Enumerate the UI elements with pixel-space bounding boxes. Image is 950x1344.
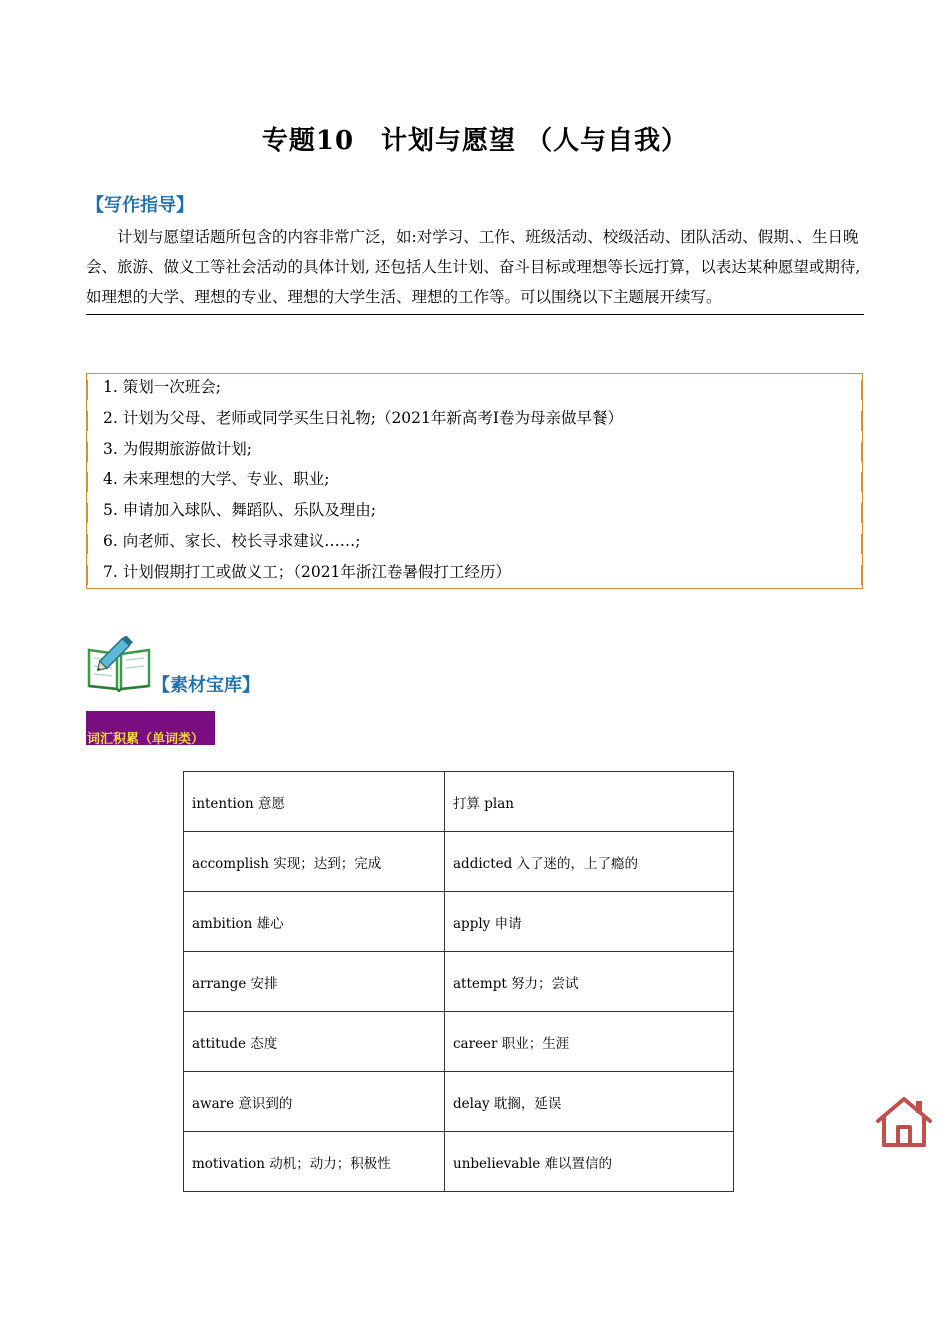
table-row xyxy=(184,1132,734,1192)
table-cell: motivation 动机；动力；积极性 xyxy=(184,1132,445,1192)
table-row xyxy=(184,952,734,1012)
topic-item: 5. 申请加入球队、舞蹈队、乐队及理由; xyxy=(87,497,862,528)
topic-item: 4. 未来理想的大学、专业、职业; xyxy=(87,466,862,497)
table-cell: attempt 努力；尝试 xyxy=(445,952,734,1012)
writing-guide-text: 计划与愿望话题所包含的内容非常广泛，如:对学习、工作、班级活动、校级活动、团队活动、假期、、生日晚会、旅游、做义工等社会活动的具体计划, 还包括人生计划、奋斗目标或理想等长远打算，以表达某种愿望或期待, 如理想的大学、理想的专业、理想的大学生活、理想的工作等。可以围绕以下主题展开续写。 xyxy=(86,222,864,315)
table-cell: delay 耽搁，延误 xyxy=(445,1072,734,1132)
writing-guide-heading: 【写作指导】 xyxy=(86,195,194,216)
table-row xyxy=(184,772,734,832)
table-cell: attitude 态度 xyxy=(184,1012,445,1072)
table-cell: ambition 雄心 xyxy=(184,892,445,952)
material-heading: 【素材宝库】 xyxy=(152,675,260,696)
home-icon[interactable] xyxy=(874,1095,934,1149)
table-row xyxy=(184,1012,734,1072)
table-cell: unbelievable 难以置信的 xyxy=(445,1132,734,1192)
table-cell: arrange 安排 xyxy=(184,952,445,1012)
topic-item: 6. 向老师、家长、校长寻求建议……; xyxy=(87,528,862,559)
table-cell: aware 意识到的 xyxy=(184,1072,445,1132)
table-cell: 打算 plan xyxy=(445,772,734,832)
vocab-section-label: 词汇积累（单词类） xyxy=(86,711,215,745)
topic-item: 7. 计划假期打工或做义工；（2021年浙江卷暑假打工经历） xyxy=(87,559,862,590)
table-row xyxy=(184,1072,734,1132)
table-cell: career 职业；生涯 xyxy=(445,1012,734,1072)
table-cell: accomplish 实现；达到；完成 xyxy=(184,832,445,892)
topic-item: 2. 计划为父母、老师或同学买生日礼物;（2021年新高考I卷为母亲做早餐） xyxy=(87,405,862,436)
table-cell: intention 意愿 xyxy=(184,772,445,832)
topic-item: 1. 策划一次班会; xyxy=(87,374,862,405)
topic-item: 3. 为假期旅游做计划; xyxy=(87,436,862,467)
table-row xyxy=(184,832,734,892)
topic-list xyxy=(86,373,863,589)
table-row xyxy=(184,892,734,952)
book-pencil-icon xyxy=(86,636,152,692)
page-title: 专题10 计划与愿望 （人与自我） xyxy=(261,126,689,156)
table-cell: apply 申请 xyxy=(445,892,734,952)
table-cell: addicted 入了迷的，上了瘾的 xyxy=(445,832,734,892)
vocab-table xyxy=(183,771,734,1192)
